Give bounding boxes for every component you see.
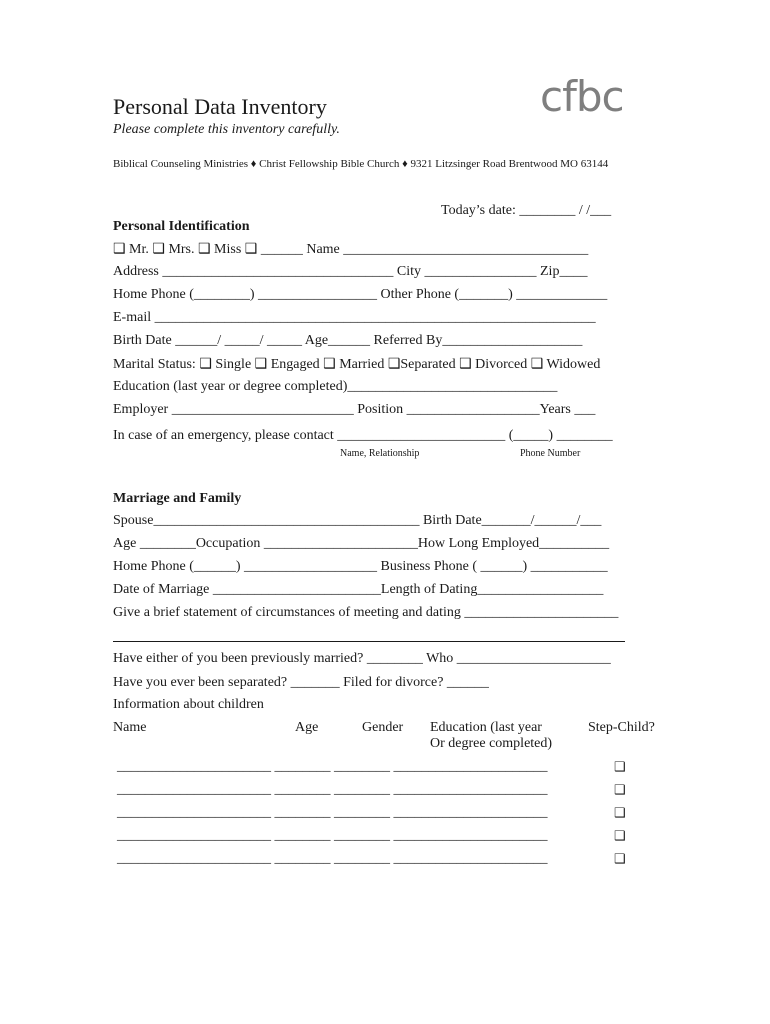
page-subtitle: Please complete this inventory carefully. <box>113 122 340 137</box>
child-row[interactable]: ______________________ ________ ________ ______________________ <box>117 805 548 820</box>
title-name-field[interactable]: ❑ Mr. ❑ Mrs. ❑ Miss ❑ ______ Name ___________________________________ <box>113 242 589 257</box>
age-occupation-field[interactable]: Age ________Occupation ______________________How Long Employed__________ <box>113 536 610 551</box>
spouse-field[interactable]: Spouse______________________________________ Birth Date_______/______/___ <box>113 513 602 528</box>
birth-date-field[interactable]: Birth Date ______/ _____/ _____ Age______ Referred By____________________ <box>113 333 583 348</box>
col-name: Name <box>113 720 147 735</box>
step-child-checkbox[interactable]: ❑ <box>614 805 626 820</box>
step-child-checkbox[interactable]: ❑ <box>614 851 626 866</box>
child-row[interactable]: ______________________ ________ ________ ______________________ <box>117 828 548 843</box>
emergency-contact-field[interactable]: In case of an emergency, please contact ________________________ (_____) ________ <box>113 428 613 443</box>
separated-field[interactable]: Have you ever been separated? _______ Filed for divorce? ______ <box>113 675 489 690</box>
emergency-phone-label: Phone Number <box>520 448 581 459</box>
col-education-1: Education (last year <box>430 720 542 735</box>
page-title: Personal Data Inventory <box>113 94 327 119</box>
section-title-personal: Personal Identification <box>113 219 250 234</box>
marital-status-field[interactable]: Marital Status: ❑ Single ❑ Engaged ❑ Married ❑Separated ❑ Divorced ❑ Widowed <box>113 357 601 372</box>
todays-date-field[interactable]: Today’s date: ________ / /___ <box>441 203 612 218</box>
emergency-name-label: Name, Relationship <box>340 448 420 459</box>
previously-married-field[interactable]: Have either of you been previously married? ________ Who ______________________ <box>113 651 611 666</box>
child-row[interactable]: ______________________ ________ ________ ______________________ <box>117 759 548 774</box>
date-of-marriage-field[interactable]: Date of Marriage ________________________Length of Dating__________________ <box>113 582 604 597</box>
cfbc-logo: cfbc <box>540 72 624 121</box>
step-child-checkbox[interactable]: ❑ <box>614 759 626 774</box>
employer-field[interactable]: Employer __________________________ Position ___________________Years ___ <box>113 402 596 417</box>
marriage-phone-fields[interactable]: Home Phone (______) ___________________ Business Phone ( ______) ___________ <box>113 559 608 574</box>
child-row[interactable]: ______________________ ________ ________ ______________________ <box>117 782 548 797</box>
address-field[interactable]: Address _________________________________ City ________________ Zip____ <box>113 264 588 279</box>
section-title-marriage: Marriage and Family <box>113 491 242 506</box>
organization-line: Biblical Counseling Ministries ♦ Christ Fellowship Bible Church ♦ 9321 Litzsinger Road Brentwood MO 63144 <box>113 158 609 170</box>
education-field[interactable]: Education (last year or degree completed)______________________________ <box>113 379 558 394</box>
children-info-label: Information about children <box>113 697 264 712</box>
step-child-checkbox[interactable]: ❑ <box>614 782 626 797</box>
col-age: Age <box>295 720 319 735</box>
meeting-statement-field[interactable]: Give a brief statement of circumstances of meeting and dating ______________________ <box>113 605 619 620</box>
statement-rule[interactable] <box>113 641 625 642</box>
col-education-2: Or degree completed) <box>430 736 553 751</box>
col-gender: Gender <box>362 720 404 735</box>
phone-fields[interactable]: Home Phone (________) _________________ Other Phone (_______) _____________ <box>113 287 608 302</box>
child-row[interactable]: ______________________ ________ ________ ______________________ <box>117 851 548 866</box>
email-field[interactable]: E-mail _______________________________________________________________ <box>113 310 596 325</box>
col-step-child: Step-Child? <box>588 720 655 735</box>
step-child-checkbox[interactable]: ❑ <box>614 828 626 843</box>
